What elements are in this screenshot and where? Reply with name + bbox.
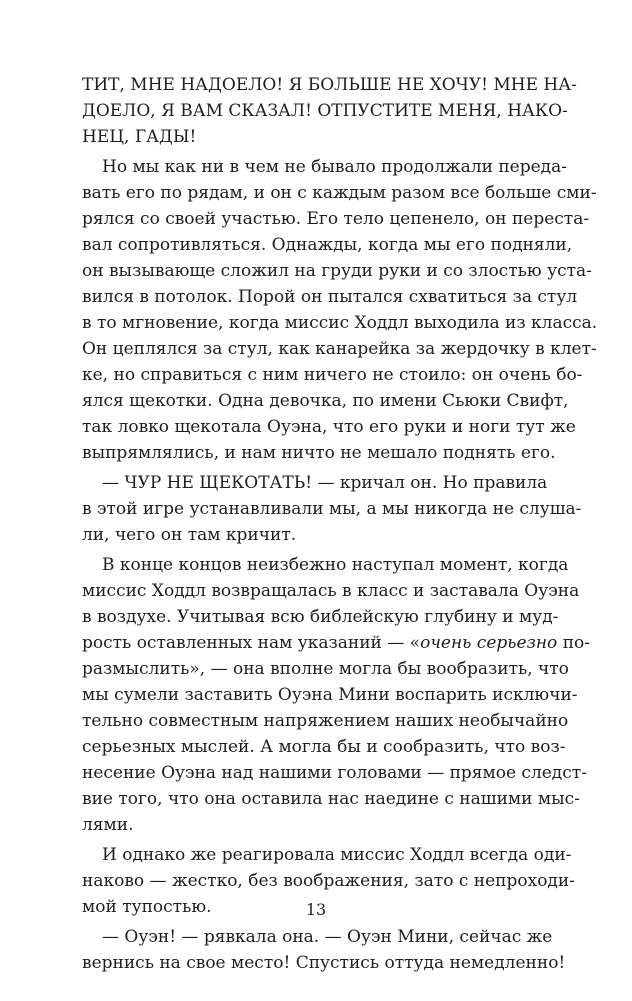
page-number: 13 xyxy=(305,900,327,919)
text-line: ялся щекотки. Одна девочка, по имени Сьюки Свифт, xyxy=(82,391,569,411)
paragraph xyxy=(82,470,582,548)
text-line: миссис Ходдл возвращалась в класс и заставала Оуэна xyxy=(82,581,580,601)
text-line: мой тупостью. xyxy=(82,897,212,917)
paragraph xyxy=(82,154,598,466)
paragraph xyxy=(82,924,566,976)
text-line: в этой игре устанавливали мы, а мы никогда не слуша- xyxy=(82,499,582,519)
text-line: наково — жестко, без воображения, зато с непроходи- xyxy=(82,871,575,891)
text-line: мы сумели заставить Оуэна Мини воспарить исключи- xyxy=(82,685,578,705)
text-line: в то мгновение, когда миссис Ходдл выходила из класса. xyxy=(82,313,598,333)
paragraph xyxy=(82,72,577,150)
text-line: вать его по рядам, и он с каждым разом все больше сми- xyxy=(82,183,597,203)
text-line: выпрямлялись, и нам ничто не мешало поднять его. xyxy=(82,443,556,463)
text-run: рость оставленных нам указаний — « xyxy=(82,633,421,653)
body-text xyxy=(82,72,598,976)
text-line: Он цеплялся за стул, как канарейка за жердочку в клет- xyxy=(82,339,597,359)
text-line: И однако же реагировала миссис Ходдл всегда оди- xyxy=(102,845,572,865)
text-line: вернись на свое место! Спустись оттуда немедленно! xyxy=(82,953,566,973)
text-line: — ЧУР НЕ ЩЕКОТАТЬ! — кричал он. Но правила xyxy=(102,473,548,493)
text-line: вие того, что она оставила нас наедине с нашими мыс- xyxy=(82,789,580,809)
text-line: НЕЦ, ГАДЫ! xyxy=(82,127,197,147)
text-line: размыслить», — она вполне могла бы вообразить, что xyxy=(82,659,569,679)
text-line: он вызывающе сложил на груди руки и со злостью уста- xyxy=(82,261,592,281)
text-line: ТИТ, МНЕ НАДОЕЛО! Я БОЛЬШЕ НЕ ХОЧУ! МНЕ НА- xyxy=(82,75,577,95)
text-line: так ловко щекотала Оуэна, что его руки и ноги тут же xyxy=(82,417,576,437)
text-line: вал сопротивляться. Однажды, когда мы его подняли, xyxy=(82,235,573,255)
text-line: в воздухе. Учитывая всю библейскую глубину и муд- xyxy=(82,607,559,627)
text-line: рялся со своей участью. Его тело цепенело, он переста- xyxy=(82,209,590,229)
text-line: ДОЕЛО, Я ВАМ СКАЗАЛ! ОТПУСТИТЕ МЕНЯ, НАКО- xyxy=(82,101,568,121)
text-line: несение Оуэна над нашими головами — прямое следст- xyxy=(82,763,587,783)
paragraph xyxy=(82,552,591,838)
text-line: серьезных мыслей. А могла бы и сообразить, что воз- xyxy=(82,737,566,757)
text-line: — Оуэн! — рявкала она. — Оуэн Мини, сейчас же xyxy=(102,927,553,947)
text-line: тельно совместным напряжением наших необычайно xyxy=(82,711,569,731)
text-line: лями. xyxy=(82,815,134,835)
text-run: по- xyxy=(557,633,591,653)
text-line: ке, но справиться с ним ничего не стоило: он очень бо- xyxy=(82,365,583,385)
text-line xyxy=(82,630,591,656)
text-line: Но мы как ни в чем не бывало продолжали переда- xyxy=(102,157,568,177)
text-line: вился в потолок. Порой он пытался схватиться за стул xyxy=(82,287,578,307)
text-line: ли, чего он там кричит. xyxy=(82,525,297,545)
text-line: В конце концов неизбежно наступал момент, когда xyxy=(102,555,569,575)
italic-quote: очень серьезно xyxy=(420,633,558,653)
